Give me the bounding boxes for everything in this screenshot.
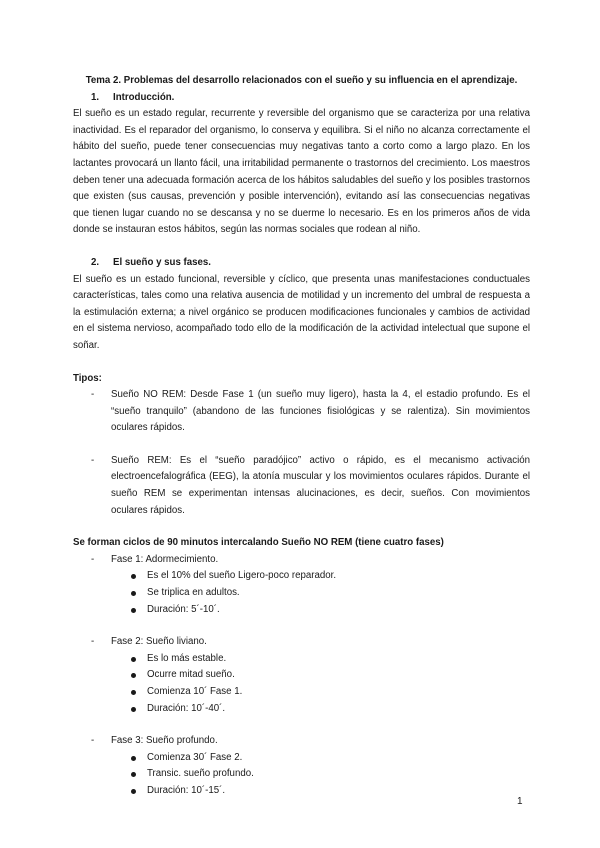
section-1-heading-text: Introducción.: [113, 91, 175, 103]
tipo-rem-text: Sueño REM: Es el “sueño paradójico” activo o rápido, es el mecanismo activación electroencefalográfica (EEG), la atonía muscular y los movimientos oculares rápidos. Durante el sueño REM se experimentan intensas alucinaciones, es decir, sueños. Con movimientos oculares rápidos.: [111, 454, 530, 516]
bullet-dot-icon: [131, 591, 136, 596]
fase-2-bullets: [73, 651, 530, 717]
ciclos-heading: Se forman ciclos de 90 minutos intercalando Sueño NO REM (tiene cuatro fases): [73, 537, 444, 549]
fase-3-bullets: [73, 750, 530, 800]
section-2-heading-text: El sueño y sus fases.: [113, 256, 211, 268]
section-2-paragraph: El sueño es un estado funcional, reversible y cíclico, que presenta unas manifestaciones conductuales características, tales como una relativa ausencia de motilidad y un incremento del umbral de respuesta a la estimulación externa; a nivel orgánico se producen modificaciones funcionales y cambios de actividad en el sistema nervioso, acompañado todo ello de la modificación de la actividad intelectual que supone el soñar.: [73, 273, 530, 351]
section-2-heading: [91, 255, 530, 272]
tipo-no-rem: [73, 387, 530, 437]
fase-1: [73, 552, 530, 569]
dash-marker: -: [91, 389, 95, 401]
section-1-paragraph: El sueño es un estado regular, recurrente y reversible del organismo que se caracteriza por una relativa inactividad. Es el reparador del organismo, lo conserva y equilibra. Si el niño no alcanza correctamente el hábito del sueño, puede tener consecuencias muy negativas tanto a corto como a largo plazo. En los lactantes provocará un llanto fácil, una irritabilidad permanente o trastornos del crecimiento. Los maestros deben tener una adecuada formación acerca de los hábitos saludables del sueño y los posibles trastornos que existen (sus causas, prevención y posible intervención), evitando así las consecuencias negativas que tienen lugar cuando no se descansa y no se duerme lo necesario. Es en los primeros años de vida donde se instauran estos hábitos, según las normas sociales que rodean al niño.: [73, 108, 530, 236]
tipo-no-rem-text: Sueño NO REM: Desde Fase 1 (un sueño muy ligero), hasta la 4, el estadio profundo. Es el “sueño tranquilo” (abandono de las funciones fisiológicas y se ralentiza). Sin movimientos oculares rápidos.: [111, 389, 530, 434]
bullet-dot-icon: [131, 772, 136, 777]
list-item: Ocurre mitad sueño.: [131, 667, 530, 684]
list-item: Duración: 5´-10´.: [131, 602, 530, 619]
dash-marker: -: [91, 454, 95, 466]
list-item: Es lo más estable.: [131, 651, 530, 668]
document-title: Tema 2. Problemas del desarrollo relacionados con el sueño y su influencia en el aprendizaje.: [85, 75, 518, 86]
page-content: [73, 73, 530, 800]
dash-marker: -: [91, 636, 95, 648]
list-item: Transic. sueño profundo.: [131, 766, 530, 783]
fase-3: [73, 733, 530, 750]
list-item: Es el 10% del sueño Ligero-poco reparador.: [131, 568, 530, 585]
page-number: 1: [517, 796, 523, 807]
bullet-dot-icon: [131, 574, 136, 579]
bullet-dot-icon: [131, 657, 136, 662]
list-item: Duración: 10´-15´.: [131, 783, 530, 800]
bullet-dot-icon: [131, 789, 136, 794]
bullet-dot-icon: [131, 608, 136, 613]
section-1-number: 1.: [91, 91, 100, 103]
bullet-dot-icon: [131, 707, 136, 712]
dash-marker: -: [91, 735, 95, 747]
bullet-dot-icon: [131, 673, 136, 678]
bullet-dot-icon: [131, 690, 136, 695]
section-2-number: 2.: [91, 256, 100, 268]
tipos-heading: Tipos:: [73, 372, 102, 384]
list-item: Comienza 30´ Fase 2.: [131, 750, 530, 767]
section-1-heading: [91, 90, 530, 107]
fase-2: [73, 634, 530, 651]
fase-1-label: Fase 1: Adormecimiento.: [111, 553, 219, 565]
bullet-dot-icon: [131, 756, 136, 761]
fase-2-label: Fase 2: Sueño liviano.: [111, 636, 207, 648]
list-item: Se triplica en adultos.: [131, 585, 530, 602]
tipo-rem: [73, 453, 530, 519]
list-item: Duración: 10´-40´.: [131, 701, 530, 718]
dash-marker: -: [91, 553, 95, 565]
list-item: Comienza 10´ Fase 1.: [131, 684, 530, 701]
fase-3-label: Fase 3: Sueño profundo.: [111, 735, 218, 747]
fase-1-bullets: [73, 568, 530, 618]
